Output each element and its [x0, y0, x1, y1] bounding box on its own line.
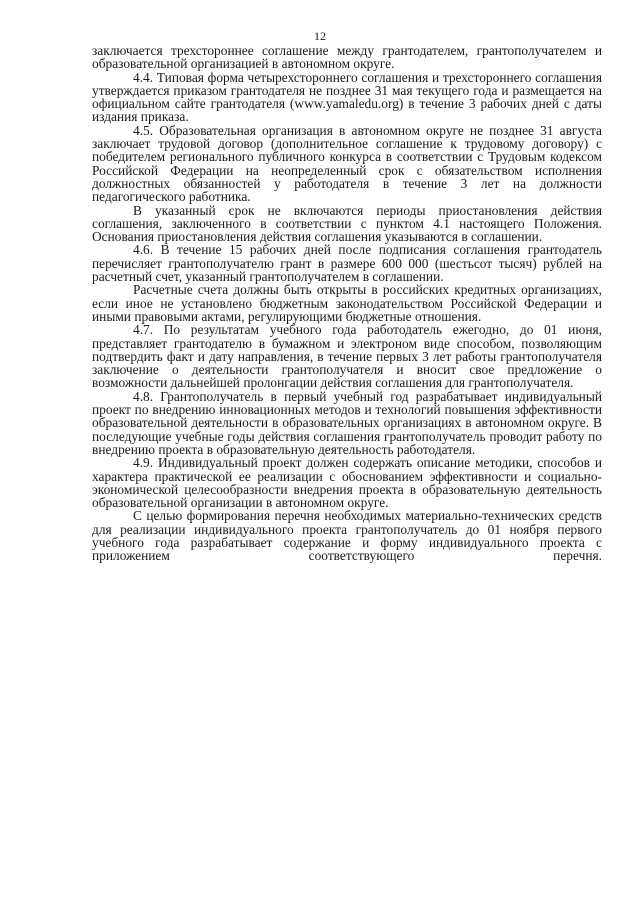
paragraph-4-6: 4.6. В течение 15 рабочих дней после подписания соглашения грантодатель перечисляет грантополучателю грант в размере 600 000 (шестьсот тысяч) рублей на расчетный счет, указанный грантополучателем в соглашении.: [92, 242, 602, 285]
paragraph-4-5-term: В указанный срок не включаются периоды приостановления действия соглашения, заключенного в соответствии с пунктом 4.1 настоящего Положения. Основания приостановления действия соглашения указываются в соглашении.: [92, 202, 602, 245]
paragraph-4-7: 4.7. По результатам учебного года работодатель ежегодно, до 01 июня, представляет грантодателю в бумажном и электроном виде способом, позволяющим подтвердить факт и дату направления, в течение первых 3 лет работы грантополучателя заключение о деятельности грантополучателя и вносит свое предложение о возможности дальнейшей пролонгации действия соглашения для грантополучателя.: [92, 322, 602, 391]
paragraph-4-8: 4.8. Грантополучатель в первый учебный год разрабатывает индивидуальный проект по внедрению инновационных методов и технологий повышения эффективности образовательной деятельности в образовательных организациях в автономном округе. В последующие учебные годы действия соглашения грантополучатель проводит работу по внедрению проекта в образовательную деятельность работодателя.: [92, 388, 602, 457]
paragraph-4-5: 4.5. Образовательная организация в автономном округе не позднее 31 августа заключает трудовой договор (дополнительное соглашение к трудовому договору) с победителем регионального публичного конкурса в соответствии с Трудовым кодексом Российской Федерации на неопределенный срок с обязательством исполнения должностных обязанностей у работодателя в течение 3 лет на должности педагогического работника.: [92, 122, 602, 205]
document-body: [92, 44, 602, 563]
page-number: 12: [314, 29, 326, 43]
paragraph-4-4: 4.4. Типовая форма четырехстороннего соглашения и трехстороннего соглашения утверждается приказом грантодателя не позднее 31 мая текущего года и размещается на официальном сайте грантодателя (www.yamaledu.org) в течение 3 рабочих дней с даты издания приказа.: [92, 69, 602, 125]
paragraph-4-9: 4.9. Индивидуальный проект должен содержать описание методики, способов и характера практической ее реализации с обоснованием эффективности и социально-экономической целесообразности внедрения проекта в образовательную деятельность образовательной организации в автономном округе.: [92, 455, 602, 511]
paragraph-4-9-list: С целью формирования перечня необходимых материально-технических средств для реализации индивидуального проекта грантополучатель до 01 ноября первого учебного года разрабатывает содержание и форму индивидуального проекта с приложением соответствующего перечня.: [92, 508, 602, 564]
paragraph-continuation: заключается трехстороннее соглашение между грантодателем, грантополучателем и образовательной организацией в автономном округе.: [92, 43, 602, 72]
paragraph-4-6-accounts: Расчетные счета должны быть открыты в российских кредитных организациях, если иное не установлено бюджетным законодательством Российской Федерации и иными правовыми актами, регулирующими бюджетные отношения.: [92, 282, 602, 324]
